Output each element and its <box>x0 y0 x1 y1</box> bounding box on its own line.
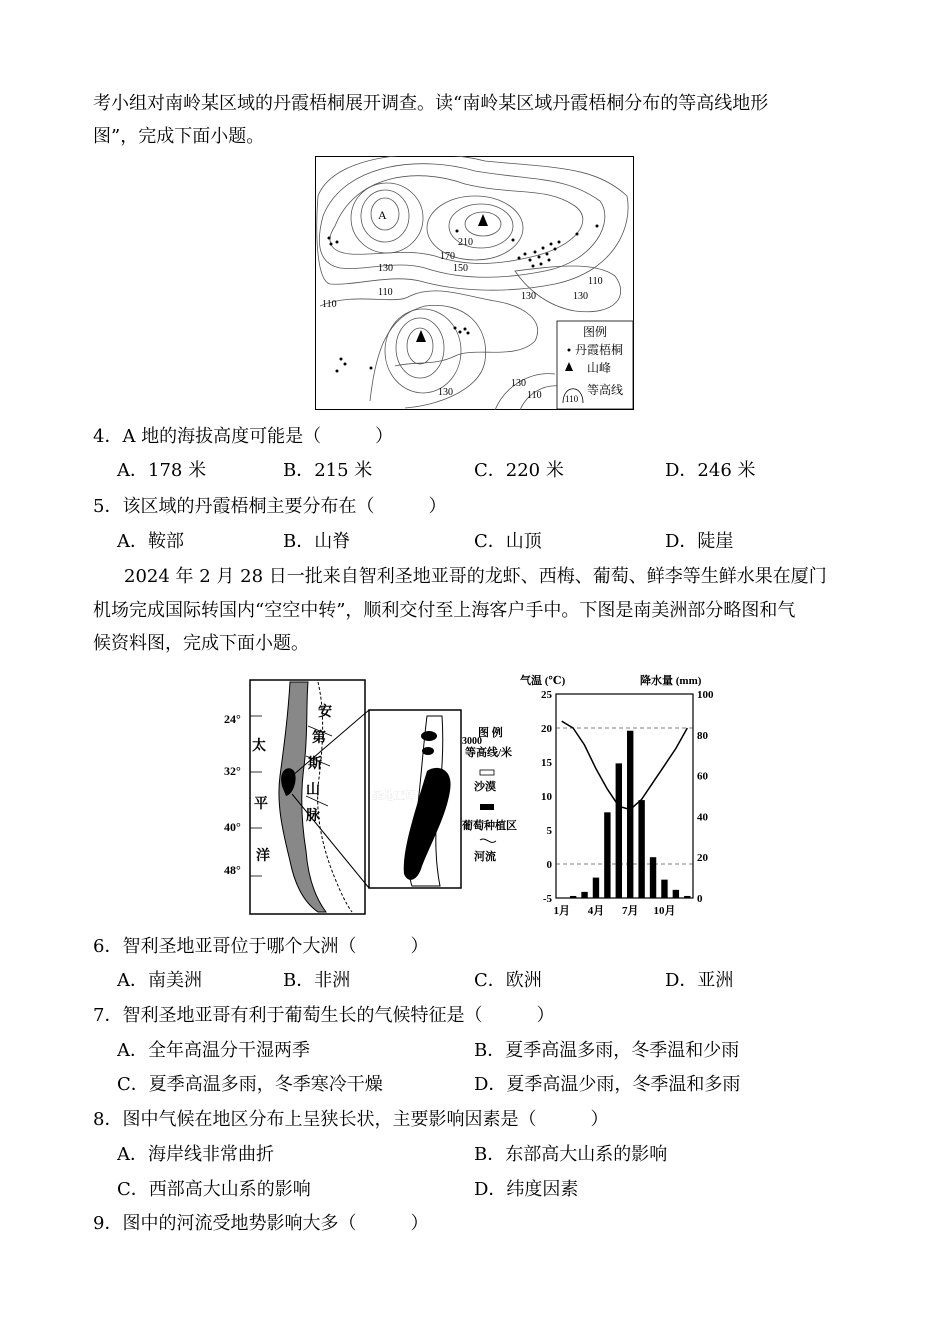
precip-bar <box>570 896 576 898</box>
intro-line-1: 考小组对南岭某区域的丹霞梧桐展开调查。读“南岭某区域丹霞梧桐分布的等高线地形 <box>93 93 769 114</box>
temperature-line <box>562 721 688 809</box>
contour-label: 130 <box>378 263 393 274</box>
precip-tick-label: 20 <box>697 852 708 865</box>
sa-legend-river: 河流 <box>474 851 496 863</box>
contour-label: 130 <box>521 291 536 302</box>
legend-contour: 等高线 <box>587 383 624 397</box>
temp-tick-label: 25 <box>541 689 552 701</box>
temp-tick-label: 5 <box>546 825 552 837</box>
precip-bar <box>581 892 587 898</box>
santiago-label: 圣地亚哥 <box>372 790 416 802</box>
latitude-label: 40° <box>224 820 241 834</box>
intro-line-2: 图”，完成下面小题。 <box>93 126 265 147</box>
contour-map-legend <box>557 321 633 409</box>
right-axis-label: 降水量 (mm) <box>640 675 702 687</box>
tree-icon <box>568 349 571 352</box>
ocean-label: 太 <box>252 739 266 754</box>
ocean-label: 洋 <box>256 849 270 864</box>
precip-bar <box>559 898 565 899</box>
range-label: 斯 <box>308 757 322 772</box>
q8-option-a[interactable]: A．海岸线非常曲折 <box>117 1144 274 1165</box>
legend-title: 图例 <box>583 325 608 339</box>
q5-option-c[interactable]: C．山顶 <box>474 531 542 552</box>
precip-bar <box>627 731 633 898</box>
q6-option-a[interactable]: A．南美洲 <box>117 970 202 991</box>
range-label: 脉 <box>306 809 320 824</box>
q6-stem: 6．智利圣地亚哥位于哪个大洲（ ） <box>93 936 429 957</box>
legend-contour-value: 110 <box>565 394 579 404</box>
river-icon <box>480 839 496 842</box>
contour-label: 130 <box>438 387 453 398</box>
contour-map <box>315 156 635 411</box>
passage2-line-1: 2024 年 2 月 28 日一批来自智利圣地亚哥的龙虾、西梅、葡萄、鲜李等生鲜水果在厦门 <box>124 566 827 587</box>
legend-peak: 山峰 <box>587 361 612 375</box>
contour-label: 110 <box>322 299 337 310</box>
climate-chart <box>518 672 730 924</box>
q4-option-c[interactable]: C．220 米 <box>474 460 564 481</box>
q4-option-d[interactable]: D．246 米 <box>665 460 756 481</box>
month-tick-label: 10月 <box>653 905 676 917</box>
q7-option-c[interactable]: C．夏季高温多雨，冬季寒冷干燥 <box>117 1074 383 1095</box>
precip-bar <box>684 896 690 898</box>
precip-bar <box>650 857 656 898</box>
passage2-line-3: 候资料图，完成下面小题。 <box>93 633 309 654</box>
q7-option-b[interactable]: B．夏季高温多雨，冬季温和少雨 <box>474 1040 740 1061</box>
q8-stem: 8．图中气候在地区分布上呈狭长状，主要影响因素是（ ） <box>93 1109 609 1130</box>
left-axis-label: 气温 (℃) <box>520 675 566 687</box>
latitude-label: 48° <box>224 863 241 877</box>
passage2-line-2: 机场完成国际转国内“空空中转”，顺利交付至上海客户手中。下图是南美洲部分略图和气 <box>93 600 796 621</box>
contour-label: 170 <box>440 251 455 262</box>
precip-tick-label: 40 <box>697 811 708 824</box>
temp-tick-label: 10 <box>541 791 552 803</box>
south-america-map <box>222 676 517 921</box>
latitude-label: 24° <box>224 712 241 726</box>
contour-label: 210 <box>458 237 473 248</box>
q5-option-d[interactable]: D．陡崖 <box>665 531 734 552</box>
precip-bar <box>638 800 644 898</box>
q8-option-b[interactable]: B．东部高大山系的影响 <box>474 1144 668 1165</box>
q5-option-a[interactable]: A．鞍部 <box>117 531 184 552</box>
temp-tick-label: 20 <box>541 723 552 735</box>
temp-tick-label: -5 <box>542 893 552 905</box>
sa-legend-vineyard: 葡萄种植区 <box>462 820 517 832</box>
precip-bar <box>604 812 610 898</box>
q4-option-b[interactable]: B．215 米 <box>283 460 373 481</box>
contour-label: 130 <box>511 378 526 389</box>
contour-label: 150 <box>453 263 468 274</box>
vineyard-icon <box>480 804 494 810</box>
sa-legend-desert: 沙漠 <box>474 781 496 793</box>
q4-stem: 4．A 地的海拔高度可能是（ ） <box>93 426 394 447</box>
q4-option-a[interactable]: A．178 米 <box>117 460 207 481</box>
q9-stem: 9．图中的河流受地势影响大多（ ） <box>93 1213 429 1234</box>
legend-tree: 丹霞梧桐 <box>575 343 624 357</box>
q5-option-b[interactable]: B．山脊 <box>283 531 351 552</box>
precip-bar <box>616 763 622 898</box>
temp-tick-label: 15 <box>541 757 552 769</box>
q7-option-d[interactable]: D．夏季高温少雨，冬季温和多雨 <box>474 1074 741 1095</box>
month-tick-label: 4月 <box>587 905 605 917</box>
precip-tick-label: 0 <box>697 893 703 905</box>
sa-legend-title: 图 例 <box>478 727 503 739</box>
precip-tick-label: 60 <box>697 770 708 783</box>
latitude-label: 32° <box>224 764 241 778</box>
q6-option-d[interactable]: D．亚洲 <box>665 970 734 991</box>
contour-value-label: 3000 <box>462 736 482 747</box>
range-label: 安 <box>318 705 332 720</box>
desert-icon <box>480 770 494 775</box>
contour-label: 110 <box>588 276 603 287</box>
q6-option-b[interactable]: B．非洲 <box>283 970 351 991</box>
contour-label: 130 <box>573 291 588 302</box>
month-tick-label: 7月 <box>621 905 639 917</box>
q5-stem: 5．该区域的丹霞梧桐主要分布在（ ） <box>93 496 447 517</box>
q7-stem: 7．智利圣地亚哥有利于葡萄生长的气候特征是（ ） <box>93 1005 555 1026</box>
contour-label: 110 <box>378 287 393 298</box>
plot-frame <box>556 694 693 898</box>
month-tick-label: 1月 <box>553 905 570 917</box>
precip-tick-label: 100 <box>697 689 714 701</box>
sa-legend-contour: 等高线/米 <box>465 747 513 759</box>
ocean-label: 平 <box>254 797 268 812</box>
q7-option-a[interactable]: A．全年高温分干湿两季 <box>117 1040 310 1061</box>
range-label: 山 <box>306 783 320 798</box>
precip-tick-label: 80 <box>697 729 708 742</box>
precip-bar <box>673 890 679 898</box>
contour-label: 110 <box>527 390 542 401</box>
q6-option-c[interactable]: C．欧洲 <box>474 970 542 991</box>
q8-option-c[interactable]: C．西部高大山系的影响 <box>117 1179 311 1200</box>
precip-bar <box>593 878 599 898</box>
q8-option-d[interactable]: D．纬度因素 <box>474 1179 579 1200</box>
range-label: 第 <box>312 731 326 746</box>
peak-a-label: A <box>378 208 387 222</box>
precip-bar <box>661 880 667 898</box>
temp-tick-label: 0 <box>546 859 552 871</box>
